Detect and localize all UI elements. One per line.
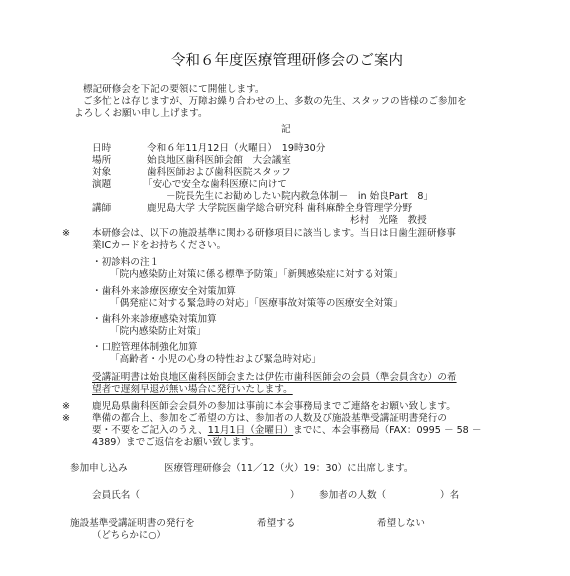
date-label: 日時 [92, 143, 112, 154]
note-1-line-1: 本研修会は、以下の施設基準に関わる研修項目に該当します。当日は日歯生涯研修事 [92, 228, 456, 239]
note-mark-1: ※ [62, 228, 71, 239]
certificate-note-line-2: 望者で遅刻早退が無い場合に発行いたします。 [92, 384, 293, 395]
topic-label: 演題 [92, 179, 112, 190]
standard-4-items: 「高齢者・小児の心身の特性および緊急時対応」 [110, 354, 322, 365]
topic-line-2: －院長先生にお勧めしたい院内救急体制－ in 始良Part 8」 [166, 191, 434, 202]
certificate-request-sub: （どちらかに○） [92, 530, 166, 541]
apply-text: 医療管理研修会（11／12（火）19：30）に出席します。 [164, 463, 414, 474]
intro-line-3: よろしくお願い申し上げます。 [74, 108, 208, 119]
participant-count-close: ）名 [440, 490, 460, 501]
target-label: 対象 [92, 167, 112, 178]
member-name-field[interactable] [150, 488, 290, 503]
certificate-request-label: 施設基準受講証明書の発行を [70, 518, 195, 529]
topic-line-1: 「安心で安全な歯科医療に向けて [143, 179, 287, 190]
intro-line-2: ご多忙とは存じますが、万障お繰り合わせの上、多数の先生、スタッフの皆様のご参加を [83, 96, 467, 107]
apply-label: 参加申し込み [70, 463, 128, 474]
note-mark-2: ※ [62, 401, 71, 412]
standard-2-name: ・歯科外来診療医療安全対策加算 [92, 286, 236, 297]
lecturer-label: 講師 [92, 203, 112, 214]
note-2-text: 鹿児島県歯科医師会会員外の参加は事前に本会事務局までご連絡をお願い致します。 [92, 401, 456, 412]
date-value: 令和６年11月12日（火曜日） 19時30分 [147, 143, 326, 154]
note-3-line-1: 準備の都合上、参加をご希望の方は、参加者の人数及び施設基準受講証明書発行の [92, 413, 447, 424]
standard-4-name: ・口腔管理体制強化加算 [92, 342, 198, 353]
standard-3-items: 「院内感染防止対策」 [110, 326, 206, 337]
option-no-request[interactable]: 希望しない [377, 518, 425, 529]
standard-3-name: ・歯科外来診療感染対策加算 [92, 314, 217, 325]
option-request[interactable]: 希望する [257, 518, 296, 529]
lecturer-line-1: 鹿児島大学 大学院医歯学総合研究科 歯科麻酔全身管理学分野 [147, 203, 413, 214]
member-name-close: ） [290, 490, 300, 501]
lecturer-line-2: 杉村 光隆 教授 [350, 215, 427, 226]
note-3-line-2 [92, 425, 481, 437]
note-3-line-3: 4389）までご返信をお願い致します。 [92, 437, 260, 448]
standard-1-items: 「院内感染防止対策に係る標準予防策」「新興感染症に対する対策」 [110, 269, 403, 280]
ki-heading: 記 [281, 124, 291, 135]
intro-line-1: 標記研修会を下記の要領にて開催します。 [83, 84, 265, 95]
deadline-date: 11月1日（金曜日） [207, 425, 294, 436]
note-3-line-2-post: までに、本会事務局（FAX：0995 － 58 － [293, 425, 482, 436]
place-label: 場所 [92, 155, 112, 166]
document-title: 令和６年度医療管理研修会のご案内 [171, 53, 403, 69]
participant-count-field[interactable] [398, 488, 438, 503]
note-3-line-2-pre: 要・不要をご記入のうえ、 [92, 425, 208, 436]
note-1-line-2: 業ICカードをお持ちください。 [92, 240, 227, 251]
participant-count-label: 参加者の人数（ [319, 490, 387, 501]
target-value: 歯科医師および歯科医院スタッフ [147, 167, 291, 178]
place-value: 始良地区歯科医師会館 大会議室 [147, 155, 291, 166]
standard-1-name: ・初診料の注１ [92, 257, 160, 268]
standard-2-items: 「偶発症に対する緊急時の対応」「医療事故対策等の医療安全対策」 [110, 298, 403, 309]
certificate-note-line-1: 受講証明書は始良地区歯科医師会または伊佐市歯科医師会の会員（準会員含む）の希 [92, 372, 457, 383]
note-mark-3: ※ [62, 413, 71, 424]
member-name-label: 会員氏名（ [92, 490, 140, 501]
